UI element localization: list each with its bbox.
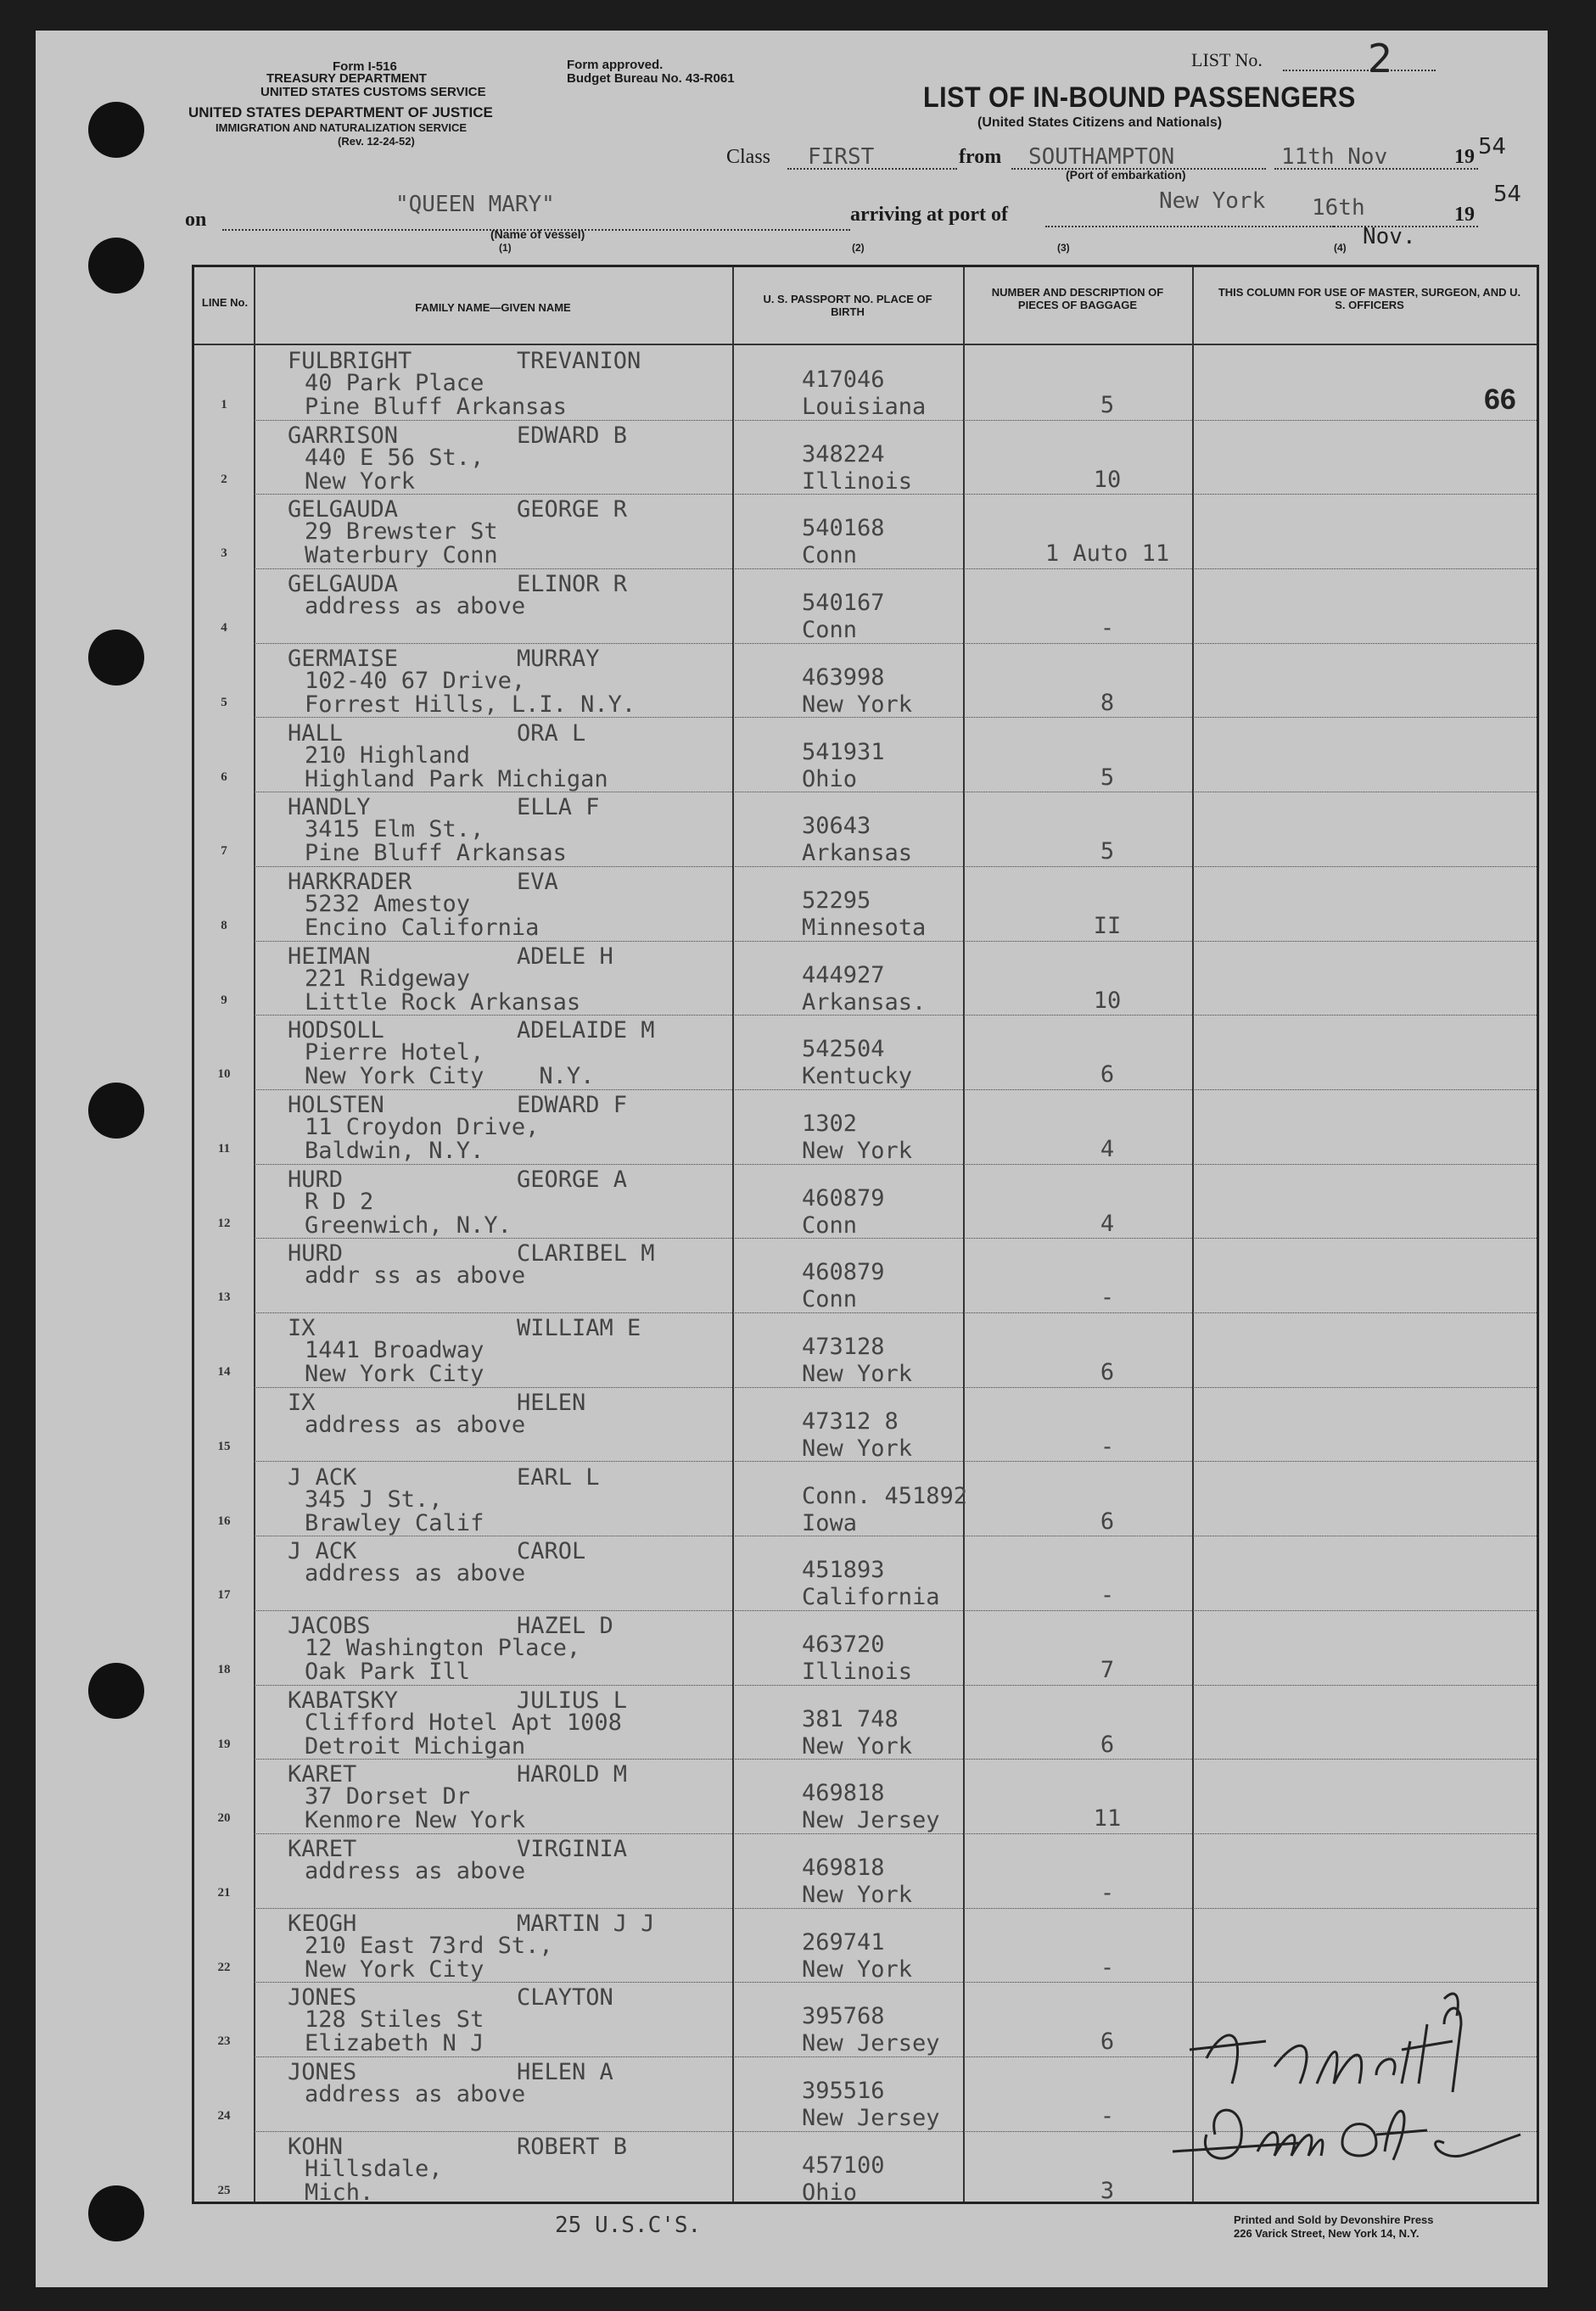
address-line-1: 440 E 56 St., [305, 444, 484, 471]
given-name: GEORGE R [517, 496, 628, 523]
baggage-count: 4 [1100, 1136, 1115, 1162]
family-name: HURD [288, 1166, 344, 1193]
baggage-count: - [1100, 1954, 1115, 1981]
printer-line-1: Printed and Sold by Devonshire Press [1234, 2213, 1434, 2226]
address-line-1: 221 Ridgeway [305, 965, 471, 992]
family-name: KOHN [288, 2133, 344, 2160]
budget-bureau: Budget Bureau No. 43-R061 [567, 71, 735, 86]
family-name: J ACK [288, 1538, 357, 1565]
line-number: 10 [217, 1067, 231, 1082]
given-name: EARL L [517, 1463, 600, 1491]
family-name: HODSOLL [288, 1017, 384, 1044]
line-number: 22 [217, 1960, 231, 1974]
place-of-birth: New Jersey [802, 2030, 940, 2057]
passport-number: 417046 [802, 367, 885, 393]
table-row [194, 1908, 1537, 1983]
line-number: 14 [217, 1365, 231, 1379]
address-line-1: 102-40 67 Drive, [305, 667, 526, 694]
table-row [194, 866, 1537, 941]
given-name: ELLA F [517, 794, 600, 821]
table-row [194, 1462, 1537, 1536]
given-name: HAZEL D [517, 1612, 613, 1639]
address-line-1: 128 Stiles St [305, 2006, 484, 2034]
place-of-birth: Minnesota [802, 914, 927, 941]
family-name: HARKRADER [288, 868, 412, 895]
place-of-birth: New York [802, 691, 913, 718]
family-name: J ACK [288, 1463, 357, 1491]
address-line-2: Brawley Calif [305, 1509, 484, 1536]
address-line-2: Waterbury Conn [305, 542, 498, 569]
line-number: 12 [217, 1216, 231, 1230]
punch-hole [88, 2185, 144, 2241]
punch-hole [88, 238, 144, 294]
line-number: 9 [221, 993, 227, 1007]
baggage-count: 6 [1100, 1359, 1115, 1386]
line-number: 24 [217, 2109, 231, 2124]
given-name: ROBERT B [517, 2133, 628, 2160]
baggage-count: - [1100, 1880, 1115, 1906]
line-number: 3 [221, 546, 227, 561]
table-row [194, 1759, 1537, 1833]
given-name: HELEN [517, 1389, 586, 1416]
address-line-1: addr ss as above [305, 1262, 526, 1290]
given-name: GEORGE A [517, 1166, 628, 1193]
table-row [194, 1833, 1537, 1908]
line-number: 7 [221, 844, 227, 859]
arrival-column-3: (3) [1057, 242, 1070, 254]
table-row [194, 1015, 1537, 1089]
passport-number: 469818 [802, 1780, 885, 1807]
given-name: EDWARD F [517, 1092, 628, 1118]
table-row [194, 792, 1537, 866]
embark-date-line [1274, 168, 1478, 170]
address-line-1: 29 Brewster St [305, 518, 498, 546]
place-of-birth: Conn [802, 1286, 858, 1313]
table-row [194, 1685, 1537, 1760]
embark-year: 54 [1478, 134, 1507, 159]
table-row [194, 718, 1537, 792]
table-row [194, 568, 1537, 643]
baggage-count: - [1100, 2103, 1115, 2130]
family-name: IX [288, 1389, 316, 1416]
line-number: 25 [217, 2183, 231, 2197]
baggage-count: 11 [1093, 1805, 1122, 1833]
given-name: CLARIBEL M [517, 1240, 655, 1267]
place-of-birth: New York [802, 1732, 913, 1760]
baggage-count: 10 [1093, 466, 1122, 493]
line-number: 1 [221, 398, 227, 411]
printer-line-2: 226 Varick Street, New York 14, N.Y. [1234, 2227, 1420, 2240]
arrival-port-line [1045, 226, 1334, 227]
table-row [194, 1387, 1537, 1462]
punch-hole [88, 1663, 144, 1719]
address-line-1: address as above [305, 593, 526, 620]
place-of-birth: New York [802, 1956, 913, 1983]
address-line-1: address as above [305, 1560, 526, 1587]
customs-service: UNITED STATES CUSTOMS SERVICE [260, 85, 486, 99]
passport-number: 457100 [802, 2152, 885, 2179]
address-line-1: 37 Dorset Dr [305, 1783, 471, 1810]
officer-signature [1173, 1990, 1529, 2185]
family-name: IX [288, 1315, 316, 1342]
treasury-department: TREASURY DEPARTMENT [266, 71, 427, 86]
address-line-2: Encino California [305, 914, 540, 941]
address-line-1: 5232 Amestoy [305, 890, 471, 917]
given-name: EVA [517, 868, 558, 895]
table-row [194, 643, 1537, 718]
address-line-1: 40 Park Place [305, 370, 484, 396]
table-row [194, 420, 1537, 495]
passport-number: 473128 [802, 1334, 885, 1361]
total-count: 25 U.S.C'S. [555, 2213, 702, 2238]
passport-number: 469818 [802, 1855, 885, 1881]
place-of-birth: Arkansas [802, 840, 913, 867]
baggage-count: 4 [1100, 1210, 1115, 1237]
arrival-month: Nov. [1363, 224, 1416, 249]
officer-mark: 66 [1484, 383, 1516, 416]
from-label: from [959, 146, 1002, 168]
on-label: on [185, 209, 207, 231]
table-row [194, 1164, 1537, 1239]
col-header-line-no: LINE No. [201, 296, 249, 309]
manifest-subtitle: (United States Citizens and Nationals) [977, 115, 1223, 130]
vessel-caption: (Name of vessel) [490, 227, 585, 241]
place-of-birth: New Jersey [802, 2105, 940, 2132]
address-line-2: Mich. [305, 2179, 374, 2206]
line-number: 2 [221, 472, 227, 486]
vessel-name: "QUEEN MARY" [395, 192, 555, 217]
baggage-count: 6 [1100, 1731, 1115, 1758]
line-number: 17 [217, 1588, 231, 1603]
given-name: ADELE H [517, 943, 613, 970]
arrival-date: 16th [1312, 195, 1365, 221]
address-line-1: address as above [305, 1858, 526, 1884]
class-value: FIRST [808, 144, 875, 170]
address-line-2: Pine Bluff Arkansas [305, 394, 567, 420]
address-line-2: Greenwich, N.Y. [305, 1211, 512, 1239]
address-line-1: address as above [305, 1411, 526, 1438]
address-line-1: 3415 Elm St., [305, 816, 484, 843]
given-name: CAROL [517, 1538, 586, 1565]
family-name: JONES [288, 2059, 357, 2086]
passport-number: 269741 [802, 1928, 885, 1956]
punch-hole [88, 630, 144, 685]
arrival-year-prefix: 19 [1454, 204, 1475, 226]
col-header-baggage: NUMBER AND DESCRIPTION OF PIECES OF BAGGAGE [991, 286, 1164, 311]
passport-number: 542504 [802, 1036, 885, 1063]
address-line-1: 210 East 73rd St., [305, 1932, 553, 1959]
family-name: HOLSTEN [288, 1092, 384, 1118]
place-of-birth: New York [802, 1882, 913, 1908]
punch-hole [36, 2219, 70, 2253]
table-row [194, 1610, 1537, 1685]
baggage-count: II [1093, 912, 1122, 939]
table-row [194, 1312, 1537, 1387]
address-line-2: New York City [305, 1361, 484, 1388]
passport-number: 30643 [802, 813, 871, 840]
family-name: GERMAISE [288, 645, 399, 672]
address-line-1: 345 J St., [305, 1486, 443, 1513]
embark-date: 11th Nov [1281, 144, 1388, 170]
address-line-1: 11 Croydon Drive, [305, 1114, 540, 1140]
family-name: JACOBS [288, 1612, 371, 1639]
baggage-count: 6 [1100, 1061, 1115, 1088]
form-approved: Form approved. [567, 58, 664, 72]
line-number: 15 [217, 1439, 231, 1453]
arrival-port: New York [1159, 188, 1266, 214]
arriving-label: arriving at port of [850, 204, 1008, 226]
port-of-embarkation: SOUTHAMPTON [1028, 144, 1175, 170]
baggage-count: 5 [1100, 392, 1115, 418]
given-name: TREVANION [517, 348, 641, 374]
arrival-column-2: (2) [852, 242, 865, 254]
given-name: WILLIAM E [517, 1315, 641, 1342]
address-line-2: New York [305, 467, 416, 495]
baggage-count: 5 [1100, 764, 1115, 791]
passport-number: 395768 [802, 2003, 885, 2030]
address-line-2: Kenmore New York [305, 1807, 526, 1834]
place-of-birth: New Jersey [802, 1807, 940, 1834]
passport-number: 348224 [802, 440, 885, 467]
passport-number: 540168 [802, 515, 885, 542]
family-name: JONES [288, 1984, 357, 2012]
given-name: JULIUS L [517, 1687, 628, 1714]
table-row [194, 345, 1537, 420]
place-of-birth: Ohio [802, 2179, 858, 2206]
table-row [194, 494, 1537, 568]
given-name: EDWARD B [517, 422, 628, 449]
col-header-passport: U. S. PASSPORT NO. PLACE OF BIRTH [763, 293, 932, 318]
passenger-manifest-sheet [36, 31, 1548, 2287]
line-number: 11 [217, 1142, 231, 1156]
address-line-1: Pierre Hotel, [305, 1039, 484, 1066]
baggage-count: 6 [1100, 2028, 1115, 2056]
department-of-justice: UNITED STATES DEPARTMENT OF JUSTICE [188, 104, 493, 120]
list-number-label: LIST No. [1191, 49, 1263, 70]
place-of-birth: New York [802, 1435, 913, 1462]
family-name: FULBRIGHT [288, 348, 412, 374]
family-name: GARRISON [288, 422, 399, 449]
address-line-2: New York City N.Y. [305, 1063, 595, 1090]
family-name: GELGAUDA [288, 496, 399, 523]
line-number: 5 [221, 695, 227, 709]
embark-caption: (Port of embarkation) [1066, 168, 1186, 182]
line-number: 16 [217, 1514, 231, 1528]
baggage-count: 8 [1100, 689, 1115, 716]
address-line-2: New York City [305, 1956, 484, 1983]
line-number: 18 [217, 1662, 231, 1676]
passport-number: 460879 [802, 1259, 885, 1286]
place-of-birth: Illinois [802, 1658, 913, 1685]
list-number-line [1283, 70, 1436, 71]
baggage-count: - [1100, 615, 1115, 642]
place-of-birth: Ohio [802, 765, 858, 792]
line-number: 6 [221, 769, 227, 784]
form-number: Form I-516 [333, 59, 397, 74]
address-line-2: Pine Bluff Arkansas [305, 840, 567, 867]
passport-number: 541931 [802, 738, 885, 765]
baggage-count: 5 [1100, 838, 1115, 865]
baggage-count: 10 [1093, 987, 1122, 1014]
place-of-birth: Conn [802, 1211, 858, 1239]
passport-number: 444927 [802, 961, 885, 988]
address-line-2: Little Rock Arkansas [305, 988, 581, 1016]
table-row [194, 1238, 1537, 1312]
passport-number: 463720 [802, 1631, 885, 1658]
address-line-2: Oak Park Ill [305, 1658, 471, 1685]
place-of-birth: Arkansas. [802, 988, 927, 1016]
passport-number: 381 748 [802, 1705, 899, 1732]
given-name: HELEN A [517, 2059, 613, 2086]
col-header-officers: THIS COLUMN FOR USE OF MASTER, SURGEON, AND U. S. OFFICERS [1218, 286, 1521, 311]
family-name: GELGAUDA [288, 571, 399, 598]
family-name: KARET [288, 1761, 357, 1788]
given-name: MARTIN J J [517, 1910, 655, 1937]
baggage-count: - [1100, 1433, 1115, 1460]
line-number: 19 [217, 1737, 231, 1751]
address-line-2: Baldwin, N.Y. [305, 1138, 484, 1164]
family-name: KARET [288, 1836, 357, 1862]
address-line-2: Detroit Michigan [305, 1732, 526, 1760]
table-row [194, 1536, 1537, 1610]
baggage-count: 1 Auto 11 [1044, 540, 1170, 568]
line-number: 20 [217, 1811, 231, 1826]
family-name: KEOGH [288, 1910, 357, 1937]
baggage-count: 7 [1100, 1656, 1115, 1683]
place-of-birth: Conn [802, 542, 858, 569]
passport-number: 395516 [802, 2078, 885, 2105]
passport-number: 52295 [802, 887, 871, 914]
place-of-birth: New York [802, 1138, 913, 1164]
punch-hole [88, 1083, 144, 1139]
family-name: KABATSKY [288, 1687, 399, 1714]
family-name: HALL [288, 719, 344, 747]
family-name: HURD [288, 1240, 344, 1267]
line-number: 8 [221, 918, 227, 932]
table-row [194, 1089, 1537, 1164]
address-line-1: Hillsdale, [305, 2155, 443, 2182]
address-line-1: 12 Washington Place, [305, 1634, 581, 1661]
manifest-title: LIST OF IN-BOUND PASSENGERS [923, 81, 1356, 114]
given-name: ORA L [517, 719, 586, 747]
given-name: CLAYTON [517, 1984, 613, 2012]
given-name: ELINOR R [517, 571, 628, 598]
arrival-year: 54 [1493, 182, 1522, 207]
baggage-count: - [1100, 1284, 1115, 1312]
place-of-birth: Conn [802, 617, 858, 644]
place-of-birth: Louisiana [802, 394, 927, 420]
address-line-2: Elizabeth N J [305, 2030, 484, 2057]
passport-number: 47312 8 [802, 1407, 899, 1435]
line-number: 21 [217, 1886, 231, 1900]
given-name: MURRAY [517, 645, 600, 672]
place-of-birth: Illinois [802, 467, 913, 495]
line-number: 4 [221, 621, 227, 635]
family-name: HEIMAN [288, 943, 371, 970]
address-line-2: Highland Park Michigan [305, 765, 608, 792]
address-line-1: address as above [305, 2081, 526, 2108]
given-name: VIRGINIA [517, 1836, 628, 1862]
punch-hole [88, 102, 144, 158]
baggage-count: 6 [1100, 1508, 1115, 1535]
arrival-column-4: (4) [1334, 242, 1347, 254]
place-of-birth: California [802, 1584, 940, 1611]
baggage-count: 3 [1100, 2177, 1115, 2204]
embark-year-prefix: 19 [1454, 146, 1475, 168]
given-name: ADELAIDE M [517, 1017, 655, 1044]
place-of-birth: Kentucky [802, 1063, 913, 1090]
passport-number: 1302 [802, 1111, 858, 1137]
vessel-column-number: (1) [499, 242, 512, 254]
place-of-birth: New York [802, 1361, 913, 1388]
family-name: HANDLY [288, 794, 371, 821]
address-line-1: Clifford Hotel Apt 1008 [305, 1709, 622, 1736]
passenger-table [192, 265, 1539, 2204]
list-number: 2 [1368, 36, 1393, 81]
class-label: Class [726, 146, 771, 168]
table-row [194, 941, 1537, 1016]
passport-number: Conn. 451892 [802, 1482, 968, 1509]
place-of-birth: Iowa [802, 1509, 858, 1536]
address-line-1: 1441 Broadway [305, 1337, 484, 1364]
form-revision: (Rev. 12-24-52) [338, 135, 415, 148]
passport-number: 463998 [802, 663, 885, 691]
given-name: HAROLD M [517, 1761, 628, 1788]
line-number: 23 [217, 2034, 231, 2049]
passport-number: 460879 [802, 1184, 885, 1211]
address-line-2: Forrest Hills, L.I. N.Y. [305, 691, 636, 718]
address-line-1: 210 Highland [305, 741, 471, 769]
line-number: 13 [217, 1290, 231, 1305]
passport-number: 451893 [802, 1557, 885, 1584]
address-line-1: R D 2 [305, 1188, 374, 1215]
ins-service: IMMIGRATION AND NATURALIZATION SERVICE [216, 121, 468, 134]
baggage-count: - [1100, 1582, 1115, 1609]
passport-number: 540167 [802, 590, 885, 617]
col-header-name: FAMILY NAME—GIVEN NAME [415, 301, 571, 314]
